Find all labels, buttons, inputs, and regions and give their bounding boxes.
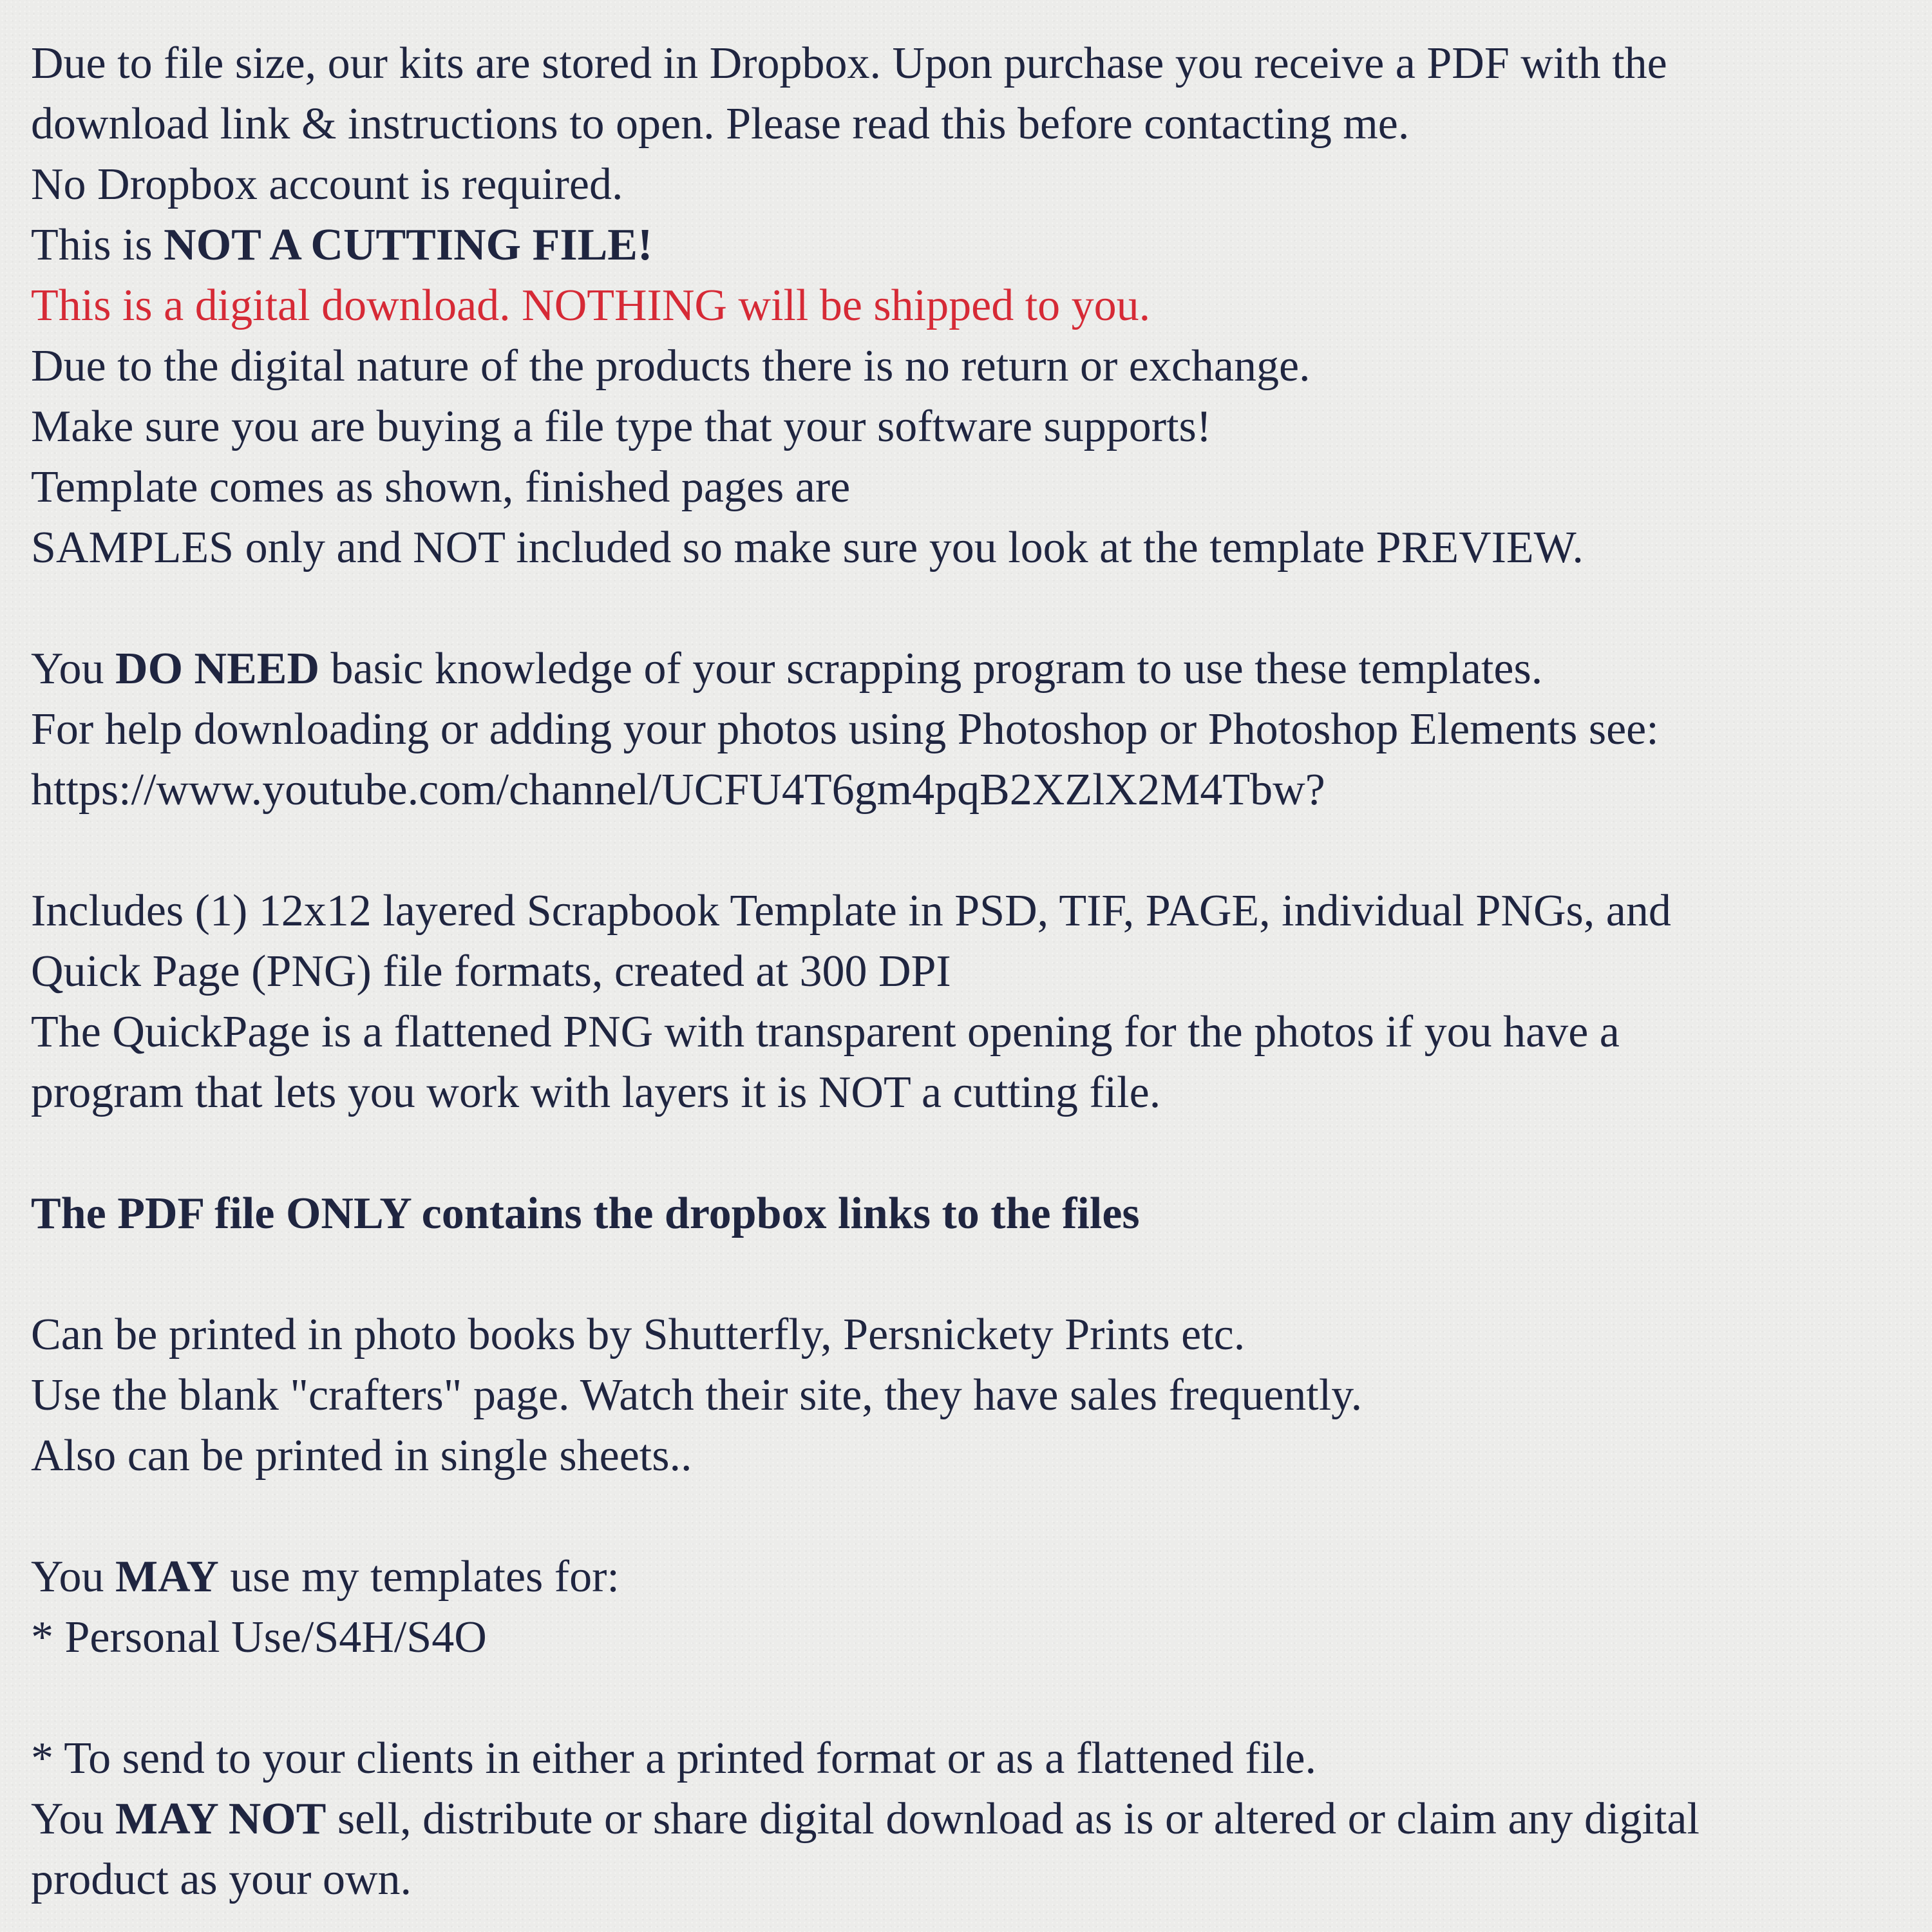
- text-line: download link & instructions to open. Please read this before contacting me.: [31, 99, 1410, 149]
- text-segment: use my templates for:: [218, 1552, 620, 1602]
- text-segment: You: [31, 1794, 116, 1844]
- text-line: Includes (1) 12x12 layered Scrapbook Template in PSD, TIF, PAGE, individual PNGs, and: [31, 886, 1671, 936]
- text-line: Due to the digital nature of the products there is no return or exchange.: [31, 341, 1311, 391]
- printing-paragraph: [31, 1305, 1902, 1486]
- text-segment: basic knowledge of your scrapping program to use these templates.: [319, 644, 1543, 694]
- text-line: Use the blank "crafters" page. Watch their site, they have sales frequently.: [31, 1370, 1363, 1420]
- may-not-paragraph: [31, 1728, 1902, 1910]
- may-use-paragraph: [31, 1547, 1902, 1668]
- knowledge-line: [31, 639, 1902, 699]
- text-line: Also can be printed in single sheets..: [31, 1431, 692, 1481]
- pdf-note-paragraph: [31, 1184, 1902, 1244]
- text-line: Due to file size, our kits are stored in Dropbox. Upon purchase you receive a PDF with the: [31, 39, 1667, 88]
- paragraph-gap: [31, 1486, 1902, 1547]
- not-cutting-file-line: [31, 215, 1902, 276]
- text-segment: You: [31, 644, 116, 694]
- text-line: The QuickPage is a flattened PNG with transparent opening for the photos if you have a: [31, 1007, 1620, 1057]
- text-line: Can be printed in photo books by Shutterfly, Persnickety Prints etc.: [31, 1310, 1245, 1359]
- text-line: program that lets you work with layers it is NOT a cutting file.: [31, 1068, 1161, 1117]
- text-line: For help downloading or adding your photos using Photoshop or Photoshop Elements see:: [31, 705, 1659, 754]
- may-use-line: [31, 1547, 1902, 1607]
- emphasis-text: DO NEED: [115, 644, 320, 694]
- paragraph-gap: [31, 1244, 1902, 1305]
- text-line: Quick Page (PNG) file formats, created at 300 DPI: [31, 947, 951, 996]
- text-segment: You: [31, 1552, 116, 1602]
- text-line: SAMPLES only and NOT included so make sure you look at the template PREVIEW.: [31, 523, 1584, 573]
- pdf-note-heading: The PDF file ONLY contains the dropbox links to the files: [31, 1189, 1140, 1238]
- text-line: No Dropbox account is required.: [31, 160, 623, 209]
- text-line: Make sure you are buying a file type that your software supports!: [31, 402, 1212, 451]
- youtube-link[interactable]: https://www.youtube.com/channel/UCFU4T6gm4pqB2XZlX2M4Tbw?: [31, 765, 1325, 815]
- text-line: * To send to your clients in either a printed format or as a flattened file.: [31, 1734, 1316, 1783]
- text-segment: sell, distribute or share digital download as is or altered or claim any digital: [326, 1794, 1700, 1844]
- paragraph-gap: [31, 578, 1902, 639]
- knowledge-paragraph: [31, 639, 1902, 820]
- emphasis-text: NOT A CUTTING FILE!: [164, 220, 653, 270]
- text-line: * Personal Use/S4H/S4O: [31, 1613, 487, 1662]
- emphasis-text: MAY: [115, 1552, 219, 1602]
- may-not-line: [31, 1789, 1902, 1850]
- includes-paragraph: [31, 881, 1902, 1123]
- text-segment: This is: [31, 220, 164, 270]
- text-line: Template comes as shown, finished pages are: [31, 462, 851, 512]
- text-line: product as your own.: [31, 1855, 412, 1904]
- paragraph-gap: [31, 1123, 1902, 1184]
- paragraph-gap: [31, 1668, 1902, 1728]
- digital-download-warning: This is a digital download. NOTHING will be shipped to you.: [31, 281, 1151, 330]
- emphasis-text: MAY NOT: [115, 1794, 327, 1844]
- paragraph-gap: [31, 820, 1902, 881]
- dropbox-info-paragraph: [31, 33, 1902, 578]
